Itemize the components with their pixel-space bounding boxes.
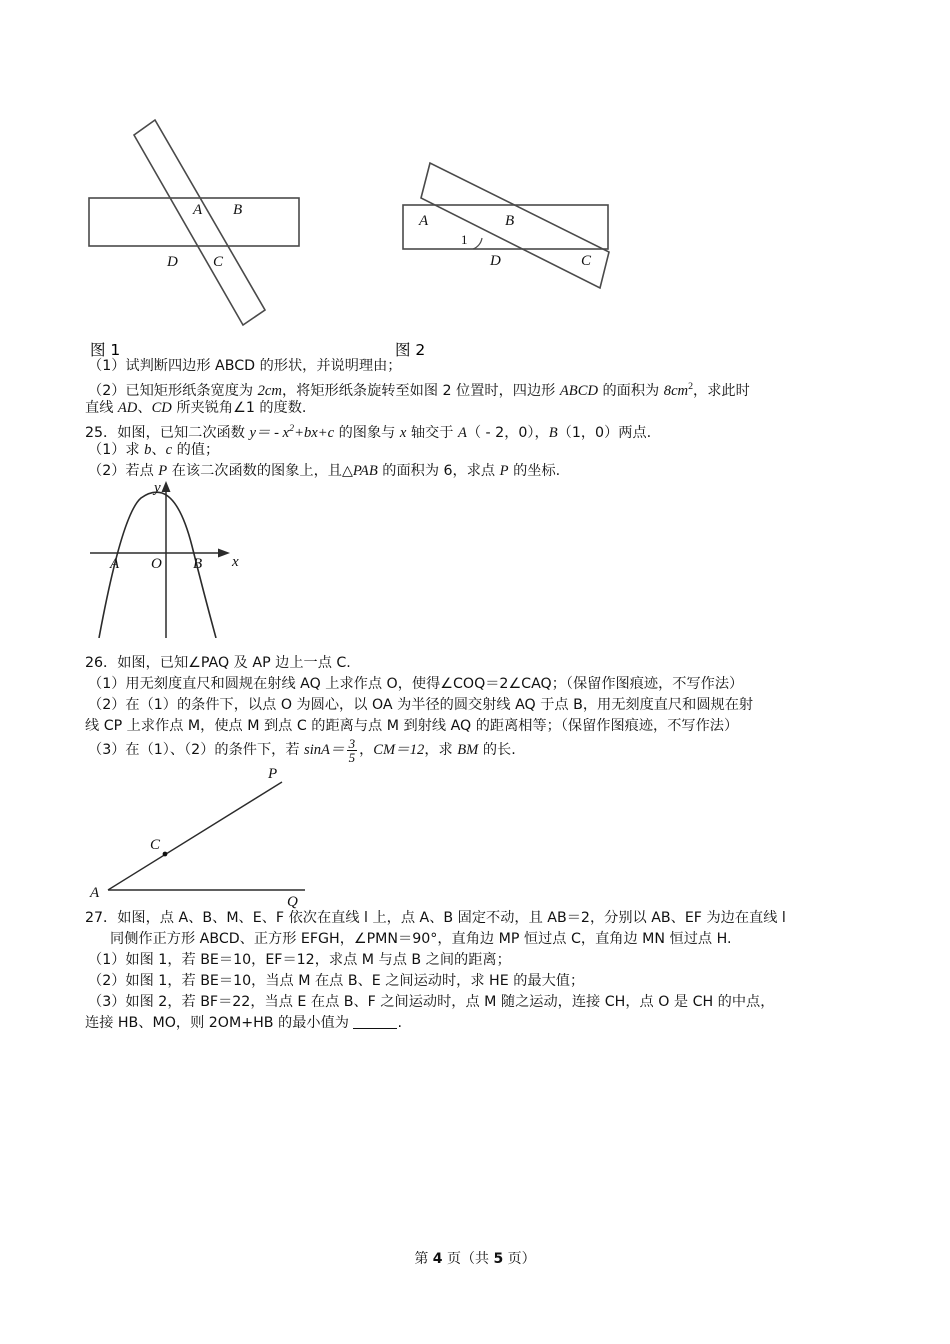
- q26-p3-pre: （3）在（1）、（2）的条件下，若: [88, 742, 305, 759]
- footer-suffix: 页）: [503, 1251, 536, 1267]
- y-axis-arrow: [162, 481, 171, 492]
- fig1-label-A: A: [193, 202, 203, 218]
- q27-part1-text: （1）如图 1，若 BE＝10，EF＝12，求点 M 与点 B 之间的距离；: [88, 952, 511, 968]
- q27-stem-l1-text: 27．如图，点 A、B、M、E、F 依次在直线 l 上，点 A、B 固定不动，且 AB＝2，分别以 AB、EF 为边在直线 l: [85, 910, 786, 926]
- parabola-svg: [80, 478, 330, 638]
- q24-part2-l2-tail: 所夹锐角∠1 的度数.: [171, 400, 307, 416]
- q25-p2-p2: P: [499, 463, 509, 479]
- x-axis-arrow: [218, 549, 230, 558]
- q27-part2: [88, 971, 584, 992]
- figure-row-24: [85, 110, 875, 360]
- fig1-label-B: B: [233, 202, 243, 218]
- q25-p2-pab: PAB: [352, 463, 378, 479]
- angle-label-P: P: [268, 766, 278, 782]
- q24-part2-l2-pre: 直线: [85, 400, 118, 416]
- q25-part1: [88, 440, 219, 461]
- q25-stem-b: B: [548, 424, 558, 441]
- footer-total-pages: 5: [493, 1251, 504, 1267]
- page-footer: [0, 1248, 950, 1268]
- q25-p1-b: b: [144, 442, 152, 458]
- footer-prefix: 第: [414, 1251, 433, 1267]
- q24-part2-area: 8cm: [663, 382, 689, 399]
- footer-mid: 页（共: [442, 1251, 494, 1267]
- q25-stem-a: A: [457, 424, 467, 441]
- q25-p2-tail: 的坐标.: [508, 463, 561, 479]
- parabola-label-A: A: [110, 556, 120, 572]
- fig2-label-B: B: [505, 213, 515, 229]
- fig2-label-D: D: [490, 253, 501, 269]
- figure-1-group: [89, 120, 299, 325]
- parabola-label-B: B: [193, 556, 203, 572]
- q26-part2-l2-text: 线 CP 上求作点 M，使点 M 到点 C 的距离与点 M 到射线 AQ 的距离相等；（保留作图痕迹，不写作法）: [85, 718, 739, 734]
- q26-p3-numerator: 3: [348, 736, 356, 751]
- q25-p1-pre: （1）求: [88, 442, 145, 458]
- q25-p2-mid: 在该二次函数的图象上，且△: [167, 463, 353, 479]
- q26-part2-line1: [88, 695, 753, 716]
- footer-page-number: 4: [432, 1251, 443, 1267]
- fig2-angle-arc: [473, 238, 482, 249]
- q26-p3-tail2: 的长.: [478, 742, 516, 759]
- q24-part2-pre: （2）已知矩形纸条宽度为: [88, 382, 258, 399]
- q24-part1-text: （1）试判断四边形 ABCD 的形状，并说明理由；: [88, 358, 402, 374]
- angle-label-C: C: [150, 837, 161, 853]
- q25-p2-mid2: 的面积为 6，求点: [377, 463, 500, 479]
- fig2-label-C: C: [581, 253, 592, 269]
- q24-part2-line2: [85, 398, 306, 419]
- q25-p1-c: c: [165, 442, 173, 458]
- q26-part2-l1-text: （2）在（1）的条件下，以点 O 为圆心，以 OA 为半径的圆交射线 AQ 于点 B，用无刻度直尺和圆规在射: [88, 697, 754, 713]
- parabola-figure: [80, 478, 330, 643]
- q24-part2-mid: ，将矩形纸条旋转至如图 2 位置时，四边形: [281, 382, 560, 399]
- answer-blank[interactable]: [353, 1014, 397, 1029]
- q26-p3-mid: ，: [359, 742, 374, 759]
- q25-stem-a-coord: （ - 2，0）: [466, 424, 535, 441]
- q27-part3-l2-pre: 连接 HB、MO，则 2OM+HB 的最小值为: [85, 1015, 354, 1031]
- fig1-label-D: D: [167, 254, 178, 270]
- q27-stem-line2: [110, 929, 732, 950]
- q27-part2-text: （2）如图 1，若 BE＝10，当点 M 在点 B、E 之间运动时，求 HE 的最大值；: [88, 973, 585, 989]
- q24-part2-l2-cd: CD: [151, 400, 172, 416]
- q25-p1-tail: 的值；: [172, 442, 220, 458]
- q25-stem-x: x: [399, 424, 407, 441]
- point-c-dot: [163, 852, 168, 857]
- q26-stem-text: 26．如图，已知∠PAQ 及 AP 边上一点 C.: [85, 655, 351, 671]
- q24-part2-l2-mid: 、: [137, 400, 152, 416]
- figures-24-svg: [85, 110, 875, 360]
- figure-2-caption: 图 2: [395, 341, 426, 359]
- q25-p2-p: P: [158, 463, 168, 479]
- q25-stem-mid: 的图象与: [334, 424, 400, 441]
- q27-stem-l2-text: 同侧作正方形 ABCD、正方形 EFGH，∠PMN＝90°，直角边 MP 恒过点 C，直角边 MN 恒过点 H.: [110, 931, 732, 947]
- fig1-slanted-strip: [134, 120, 265, 325]
- angle-paq-svg: [80, 760, 380, 910]
- q26-p3-tail: ，求: [424, 742, 458, 759]
- q27-part3-line1: [88, 992, 774, 1013]
- q27-part3-l2-tail: .: [397, 1015, 402, 1031]
- q25-stem-mid2: 轴交于: [406, 424, 458, 441]
- parabola-axis-x-label: x: [232, 554, 239, 570]
- q24-part2-tail: ，求此时: [693, 382, 750, 399]
- parabola-label-O: O: [151, 556, 162, 572]
- q24-part2-l2-ad: AD: [117, 400, 138, 416]
- q25-stem-pre: 25．如图，已知二次函数: [85, 424, 250, 441]
- angle-label-Q: Q: [287, 894, 298, 910]
- q26-stem: [85, 653, 351, 674]
- q25-stem-comma: ，: [534, 424, 549, 441]
- angle-paq-figure: [80, 760, 380, 915]
- q26-p3-sin: sinA＝: [304, 742, 345, 759]
- q25-stem-tail: 两点.: [618, 424, 652, 441]
- fig1-label-C: C: [213, 254, 224, 270]
- q24-part2-area-sup: 2: [688, 381, 694, 392]
- fig2-slanted-strip: [421, 163, 609, 288]
- q25-stem-b-coord: （1，0）: [557, 424, 619, 441]
- parabola-axis-y-label: y: [154, 480, 161, 496]
- q25-stem-eq2: +bx+c: [294, 424, 335, 441]
- figure-1-caption: 图 1: [90, 341, 121, 359]
- q26-part1-text: （1）用无刻度直尺和圆规在射线 AQ 上求作点 O，使得∠COQ＝2∠CAQ；（保留作图痕迹，不写作法）: [88, 676, 744, 692]
- fig2-label-A: A: [419, 213, 429, 229]
- q25-stem-eq: y＝ - x: [249, 424, 290, 441]
- q26-part1: [88, 674, 743, 695]
- q26-p3-bm: BM: [457, 742, 479, 759]
- q27-stem-line1: [85, 908, 786, 929]
- q26-part2-line2: [85, 716, 738, 737]
- q24-part2-width: 2cm: [257, 382, 282, 399]
- q25-p1-mid: 、: [151, 442, 166, 458]
- figure-2-group: [403, 163, 609, 288]
- q27-part3-line2: [85, 1013, 402, 1034]
- ray-ap: [108, 782, 282, 890]
- q26-p3-cm: CM＝12: [373, 742, 425, 759]
- q25-stem-eq-sup: 2: [289, 423, 295, 434]
- q26-p3-denominator: 5: [348, 750, 356, 766]
- q27-part3-l1-text: （3）如图 2，若 BF＝22，当点 E 在点 B、F 之间运动时，点 M 随之运动，连接 CH，点 O 是 CH 的中点，: [88, 994, 775, 1010]
- q25-p2-pre: （2）若点: [88, 463, 159, 479]
- q24-part2-mid2: 的面积为: [597, 382, 664, 399]
- angle-label-A: A: [90, 885, 100, 901]
- q24-part1: [88, 356, 401, 377]
- fig2-angle-label: 1: [461, 232, 468, 247]
- q27-part1: [88, 950, 511, 971]
- q24-part2-abcd: ABCD: [559, 382, 598, 399]
